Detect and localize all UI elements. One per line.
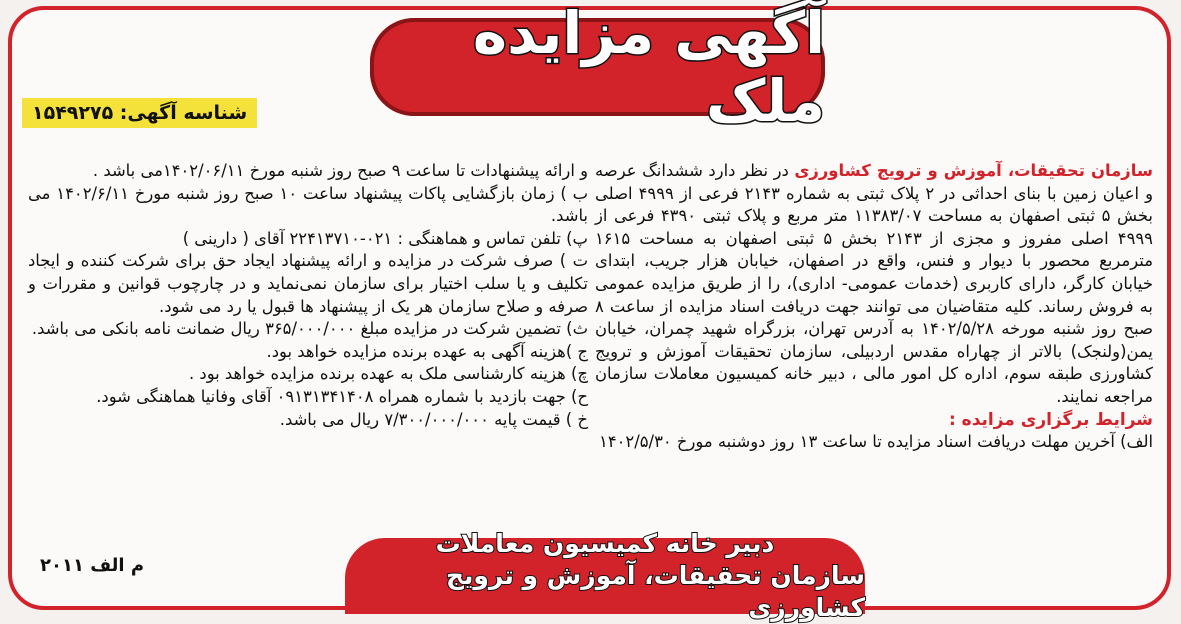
conditions-title: شرایط برگزاری مزایده : [948, 409, 1153, 430]
notice-title: آگهی مزایده ملک [472, 0, 825, 135]
right-column [595, 160, 1153, 454]
condition-be: ب ) زمان بازگشایی پاکات پیشنهاد ساعت ۱۰ صبح روز شنبه مورخ ۱۴۰۲/۶/۱۱ می باشد. [28, 183, 589, 226]
condition-he: ح) جهت بازدید با شماره همراه ۰۹۱۳۱۳۴۱۴۰۸ آقای وفانیا هماهنگی شود. [96, 386, 588, 406]
footer-line-2: سازمان تحقیقات، آموزش و ترویج کشاورزی [445, 561, 865, 622]
condition-khe: خ ) قیمت پایه ۷/۳۰۰/۰۰۰/۰۰۰ ریال می باشد. [279, 409, 588, 429]
condition-pe: پ) تلفن تماس و هماهنگی : ۰۲۱-۲۲۴۱۳۷۱۰ آقای ( دارینی ) [182, 228, 588, 248]
condition-alef: الف) آخرین مهلت دریافت اسناد مزایده تا ساعت ۱۳ روز دوشنبه مورخ ۱۴۰۲/۵/۳۰ [599, 432, 1153, 452]
intro-paragraph [595, 160, 1153, 409]
condition-jim: ج )هزینه آگهی به عهده برنده مزایده خواهد بود. [266, 341, 588, 361]
condition-se: ث) تضمین شرکت در مزایده مبلغ ۳۶۵/۰۰۰/۰۰۰ ریال ضمانت نامه بانکی می باشد. [31, 319, 588, 339]
intro-text: در نظر دارد ششدانگ عرصه و اعیان زمین با بنای احداثی در ۲ پلاک ثبتی به شماره ۲۱۴۳ فرعی از ۴۹۹۹ اصلی بخش ۵ ثبتی اصفهان به مساحت ۱۱۳۸۳/۰۷ متر مربع و پلاک ثبتی ۴۳۹۰ فرعی از ۴۹۹۹ اصلی مفروز و مجزی از ۲۱۴۳ بخش ۵ ثبتی اصفهان به مساحت ۱۶۱۵ مترمربع محصور با دیوار و فنس، واقع در اصفهان، خیابان هزار جریب، ابتدای خیابان کارگر، دارای کاربری (خدمات عمومی- اداری)، را از طریق مزایده عمومی به فروش رساند. کلیه متقاضیان می توانند جهت دریافت اسناد مزایده از ساعت ۸ صبح روز شنبه مورخه ۱۴۰۲/۵/۲۸ به آدرس تهران، بزرگراه شهید چمران، خیابان یمن(ولنجک) بالاتر از چهاراه مقدس اردبیلی، سازمان تحقیقات آموزش و ترویج کشاورزی طبقه سوم، اداره کل امور مالی ، دبیر خانه کمیسیون معاملات سازمان مراجعه نمایند. [595, 161, 1154, 406]
condition-che: چ) هزینه کارشناسی ملک به عهده برنده مزایده خواهد بود . [188, 364, 588, 384]
footer-line-1: دبیر خانه کمیسیون معاملات [435, 529, 775, 558]
org-name: سازمان تحقیقات، آموزش و ترویج کشاورزی [794, 161, 1153, 180]
ad-id-badge: شناسه آگهی: ۱۵۴۹۲۷۵ [22, 98, 257, 128]
footer-banner [345, 529, 865, 622]
condition-te: ت ) صرف شرکت در مزایده و ارائه پیشنهاد ایجاد حق برای شرکت کننده و ایجاد تکلیف و یا سلب اختیار برای سازمان نمی‌نماید و در چارچوب قوانین و مقررات و صرفه و صلاح سازمان هر یک از پیشنهاد ها قبول یا رد می شود. [28, 251, 588, 316]
left-column [28, 160, 588, 431]
condition-continued: و ارائه پیشنهادات تا ساعت ۹ صبح روز شنبه مورخ ۱۴۰۲/۰۶/۱۱می باشد . [92, 161, 588, 180]
title-banner [370, 0, 825, 135]
notice-code: م الف ۲۰۱۱ [40, 555, 145, 576]
